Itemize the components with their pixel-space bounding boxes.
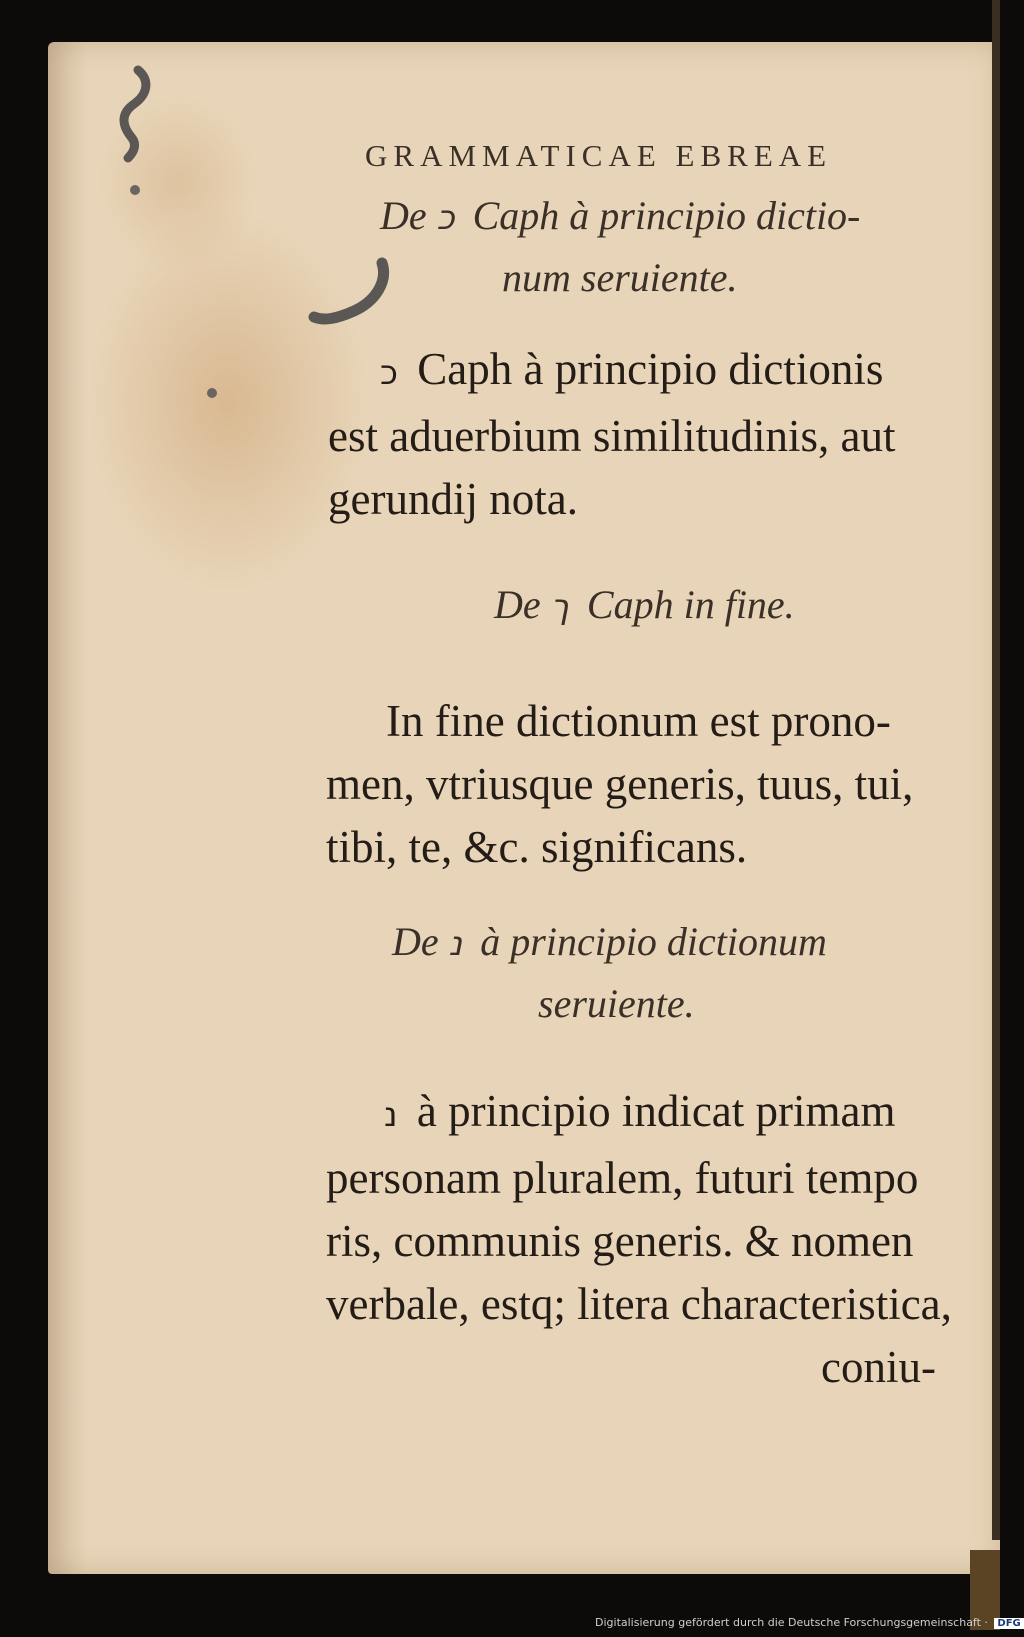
paragraph-line: Caph à principio dictionis bbox=[417, 344, 884, 394]
paragraph-line: est aduerbium similitudinis, aut bbox=[328, 411, 896, 461]
section-heading-final-caph bbox=[494, 575, 894, 637]
heading-line-2: seruiente. bbox=[538, 981, 695, 1026]
credit-text: Digitalisierung gefördert durch die Deutsche Forschungsgemeinschaft · bbox=[595, 1616, 988, 1629]
paragraph-line: In fine dictionum est prono- bbox=[386, 696, 891, 746]
running-head: GRAMMATICAE EBREAE bbox=[365, 138, 833, 173]
hebrew-letter-nun: נ bbox=[448, 924, 463, 964]
paragraph-caph bbox=[328, 338, 948, 531]
heading-line-2: num seruiente. bbox=[502, 255, 738, 300]
hebrew-letter-caph: כ bbox=[436, 198, 455, 238]
heading-text: Caph in fine. bbox=[586, 582, 795, 627]
paragraph-line: tibi, te, &c. significans. bbox=[326, 822, 748, 872]
paragraph-line: verbale, estq; litera characteristica, bbox=[326, 1279, 952, 1329]
section-heading-nun bbox=[392, 912, 912, 1034]
catchword: coniu- bbox=[821, 1342, 936, 1392]
section-heading-caph bbox=[380, 186, 940, 308]
paragraph-line: gerundij nota. bbox=[328, 474, 578, 524]
hebrew-letter-nun: נ bbox=[384, 1095, 398, 1135]
heading-prefix: De bbox=[494, 582, 541, 627]
heading-text: Caph à principio dictio- bbox=[472, 193, 861, 238]
ink-mark bbox=[207, 388, 217, 398]
ink-mark bbox=[130, 185, 140, 195]
paragraph-line: ris, communis generis. & nomen bbox=[326, 1216, 914, 1266]
heading-text: à principio dictionum bbox=[480, 919, 827, 964]
page-edge bbox=[992, 0, 1000, 1540]
heading-prefix: De bbox=[392, 919, 439, 964]
hebrew-letter-caph: כ bbox=[380, 353, 398, 393]
dfg-logo: DFG bbox=[994, 1618, 1023, 1629]
paragraph-line: men, vtriusque generis, tuus, tui, bbox=[326, 759, 914, 809]
pencil-mark-squiggle bbox=[108, 62, 158, 162]
paragraph-line: à principio indicat primam bbox=[416, 1086, 896, 1136]
paragraph-nun bbox=[326, 1080, 950, 1399]
heading-prefix: De bbox=[380, 193, 427, 238]
digitization-credit bbox=[595, 1616, 1021, 1629]
hebrew-letter-final-caph: ך bbox=[550, 587, 569, 627]
paragraph-final-caph bbox=[326, 690, 950, 879]
paragraph-line: personam pluralem, futuri tempo bbox=[326, 1153, 919, 1203]
